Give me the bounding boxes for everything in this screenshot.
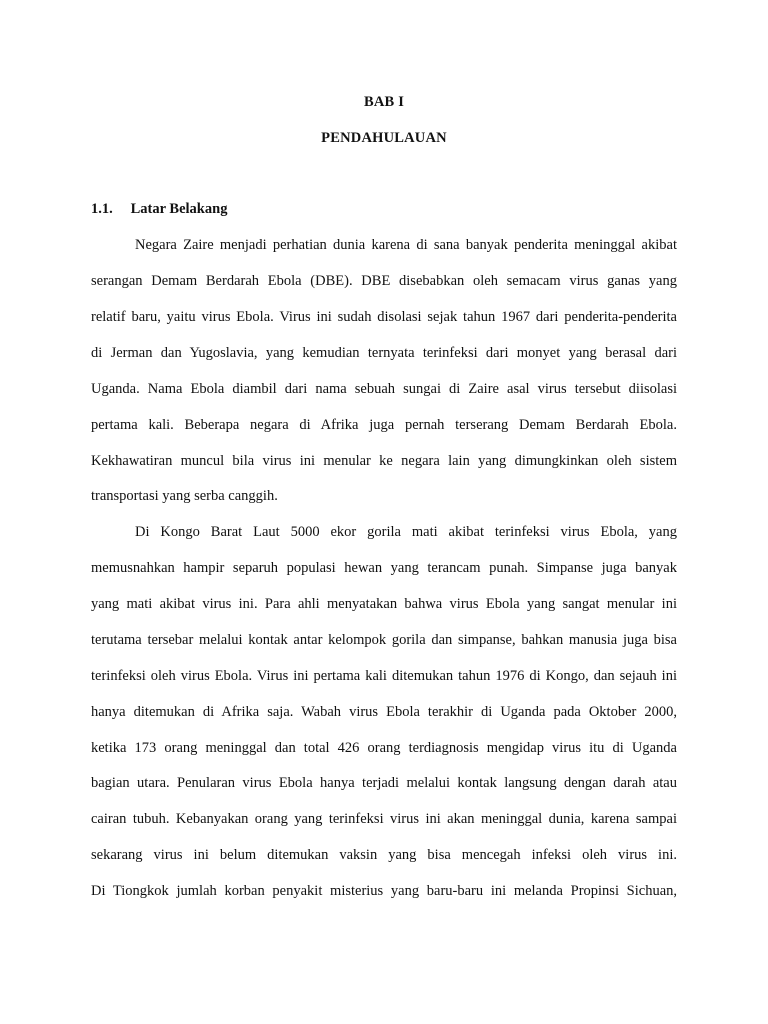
paragraph-line: terinfeksi oleh virus Ebola. Virus ini pertama kali ditemukan tahun 1976 di Kongo, dan sejauh ini: [91, 668, 677, 684]
paragraph-line: Negara Zaire menjadi perhatian dunia karena di sana banyak penderita meninggal akibat: [135, 237, 677, 253]
paragraph-line: memusnahkan hampir separuh populasi hewan yang terancam punah. Simpanse juga banyak: [91, 560, 677, 576]
paragraph-line: ketika 173 orang meninggal dan total 426 orang terdiagnosis mengidap virus itu di Uganda: [91, 740, 677, 756]
paragraph-line: di Jerman dan Yugoslavia, yang kemudian ternyata terinfeksi dari monyet yang berasal dari: [91, 345, 677, 361]
chapter-number: BAB I: [363, 94, 405, 110]
paragraph-line: Uganda. Nama Ebola diambil dari nama sebuah sungai di Zaire asal virus tersebut diisolasi: [91, 381, 677, 397]
paragraph-line: Di Tiongkok jumlah korban penyakit misterius yang baru-baru ini melanda Propinsi Sichuan,: [91, 883, 677, 899]
section-number: 1.1.: [91, 201, 113, 217]
paragraph-line: bagian utara. Penularan virus Ebola hanya terjadi melalui kontak langsung dengan darah atau: [91, 775, 677, 791]
section-title: Latar Belakang: [130, 201, 228, 217]
paragraph-line: hanya ditemukan di Afrika saja. Wabah virus Ebola terakhir di Uganda pada Oktober 2000,: [91, 704, 677, 720]
paragraph-line: Di Kongo Barat Laut 5000 ekor gorila mati akibat terinfeksi virus Ebola, yang: [135, 524, 677, 540]
section-heading: [91, 201, 227, 218]
paragraph-line: Kekhawatiran muncul bila virus ini menular ke negara lain yang dimungkinkan oleh sistem: [91, 453, 677, 469]
paragraph-line: pertama kali. Beberapa negara di Afrika juga pernah terserang Demam Berdarah Ebola.: [91, 417, 677, 433]
chapter-title: PENDAHULAUAN: [321, 130, 447, 146]
paragraph-line: serangan Demam Berdarah Ebola (DBE). DBE disebabkan oleh semacam virus ganas yang: [91, 273, 677, 289]
paragraph-line: transportasi yang serba canggih.: [91, 488, 278, 504]
paragraph-line: relatif baru, yaitu virus Ebola. Virus ini sudah disolasi sejak tahun 1967 dari penderita-penderita: [91, 309, 677, 325]
paragraph-line: sekarang virus ini belum ditemukan vaksin yang bisa mencegah infeksi oleh virus ini.: [91, 847, 677, 863]
paragraph-line: yang mati akibat virus ini. Para ahli menyatakan bahwa virus Ebola yang sangat menular ini: [91, 596, 677, 612]
paragraph-line: cairan tubuh. Kebanyakan orang yang terinfeksi virus ini akan meninggal dunia, karena sampai: [91, 811, 677, 827]
paragraph-line: terutama tersebar melalui kontak antar kelompok gorila dan simpanse, bahkan manusia juga bisa: [91, 632, 677, 648]
